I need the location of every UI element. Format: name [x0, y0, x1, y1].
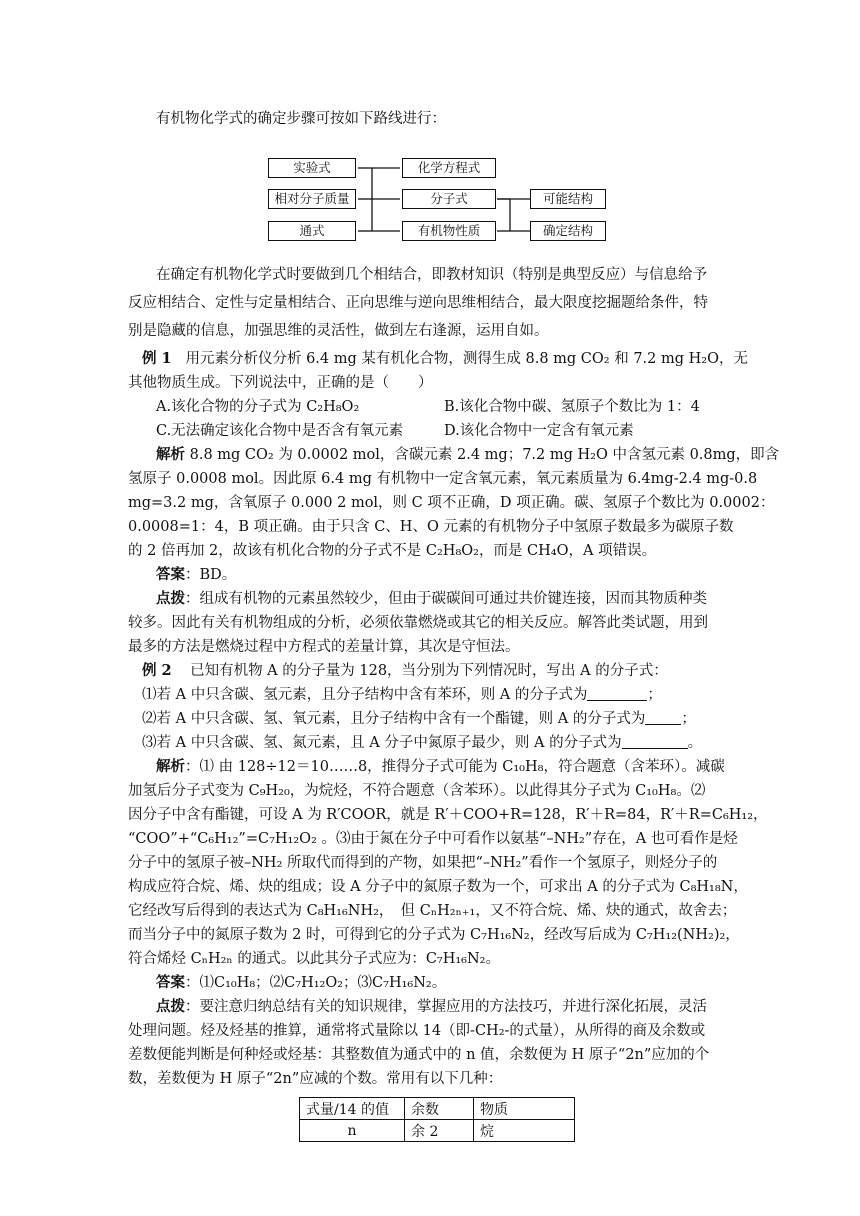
tip-label: 点拨	[156, 590, 185, 607]
example2-answer	[156, 973, 446, 993]
example1-analysis-first	[156, 445, 779, 465]
table-header-cell: 式量/14 的值	[300, 1098, 405, 1120]
flow-box-empirical: 实验式	[268, 158, 356, 178]
table-row	[300, 1120, 575, 1142]
example2-analysis-line: 构成应符合烷、烯、炔的组成；设 A 分子中的氮原子数为一个，可求出 A 的分子式为 C₈H₁₈N，	[128, 879, 748, 895]
flow-box-possible-structure: 可能结构	[530, 189, 606, 209]
formula-table	[299, 1097, 575, 1142]
example2-tip-first	[156, 997, 707, 1017]
example1-analysis-line: 0.0008=1：4，B 项正确。由于只含 C、H、O 元素的有机物分子中氢原子数最多为碳原子数	[128, 519, 734, 535]
tip-label: 点拨	[156, 998, 185, 1015]
option-c: C.无法确定该化合物中是否含有氧元素	[156, 423, 404, 439]
option-a: A.该化合物的分子式为 C₂H₈O₂	[156, 399, 360, 415]
tip-text: ：组成有机物的元素虽然较少，但由于碳碳间可通过共价键连接，因而其物质种类	[185, 591, 707, 607]
example1-analysis-line: 氢原子 0.0008 mol。因此原 6.4 mg 有机物中一定含氧元素，氧元素质量为 6.4mg-2.4 mg-0.8	[128, 471, 758, 487]
answer-label: 答案	[156, 974, 185, 991]
example2-tip-line: 数，差数便为 H 原子“2n”应减的个数。常用有以下几种：	[128, 1071, 503, 1087]
example2-analysis-line: 因分子中含有酯键，可设 A 为 R′COOR，就是 R′＋COO+R=128，R′＋R=84，R′＋R=C₆H₁₂，	[128, 807, 768, 823]
example1-tip-first	[156, 589, 707, 609]
flow-box-properties: 有机物性质	[402, 221, 496, 241]
example2-label: 例 2	[142, 662, 172, 679]
para1-line: 别是隐藏的信息，加强思维的灵活性，做到左右逢源，运用自如。	[128, 323, 549, 339]
example1-answer	[156, 565, 236, 585]
example1-question	[142, 349, 748, 369]
example2-question-text: 已知有机物 A 的分子量为 128，当分别为下列情况时，写出 A 的分子式：	[190, 663, 668, 679]
table-header-cell: 余数	[405, 1098, 474, 1120]
example1-analysis-line: 的 2 倍再加 2，故该有机化合物的分子式不是 C₂H₈O₂，而是 CH₄O，A 项错误。	[128, 543, 657, 559]
answer-blank	[645, 710, 681, 725]
flow-box-general-formula: 通式	[268, 221, 356, 241]
analysis-text: 8.8 mg CO₂ 为 0.0002 mol，含碳元素 2.4 mg；7.2 mg H₂O 中含氢元素 0.8mg，即含	[189, 447, 780, 463]
para1-line: 在确定有机物化学式时要做到几个相结合，即教材知识（特别是典型反应）与信息给予	[156, 267, 707, 283]
flow-box-molecular-formula: 分子式	[402, 189, 496, 209]
answer-text: ：BD。	[185, 567, 237, 583]
flow-diagram	[268, 156, 608, 246]
example2-q1: ⑴若 A 中只含碳、氢元素，且分子结构中含有苯环，则 A 的分子式为 ；	[142, 687, 662, 703]
answer-blank	[587, 686, 647, 701]
table-cell: 余 2	[405, 1120, 474, 1142]
example2-analysis-line: 符合烯烃 CₙH₂ₙ 的通式。以此其分子式应为：C₇H₁₆N₂。	[128, 951, 500, 967]
table-header-row	[300, 1098, 575, 1120]
option-d: D.该化合物中一定含有氧元素	[444, 423, 634, 439]
example1-tip-line: 较多。因此有关有机物组成的分析，必须依靠燃烧或其它的相关反应。解答此类试题，用到	[128, 615, 708, 631]
intro-text: 有机物化学式的确定步骤可按如下路线进行：	[156, 111, 446, 127]
example2-q2: ⑵若 A 中只含碳、氢、氧元素，且分子结构中含有一个酯键，则 A 的分子式为 ；	[142, 711, 696, 727]
flow-box-equation: 化学方程式	[402, 158, 496, 178]
para1-line: 反应相结合、定性与定量相结合、正向思维与逆向思维相结合，最大限度挖掘题给条件，特	[128, 295, 708, 311]
q2-text: ⑵若 A 中只含碳、氢、氧元素，且分子结构中含有一个酯键，则 A 的分子式为	[142, 711, 646, 727]
q1-text: ⑴若 A 中只含碳、氢元素，且分子结构中含有苯环，则 A 的分子式为	[142, 687, 588, 703]
example1-question-text: 用元素分析仪分析 6.4 mg 某有机化合物，测得生成 8.8 mg CO₂ 和 7.2 mg H₂O，无	[185, 351, 748, 367]
example2-analysis-first	[156, 757, 725, 777]
analysis-text: ：⑴ 由 128÷12＝10……8，推得分子式可能为 C₁₀H₈，符合题意（含苯环）。减碳	[185, 759, 725, 775]
example2-tip-line: 处理问题。烃及烃基的推算，通常将式量除以 14（即-CH₂-的式量），从所得的商及余数或	[128, 1023, 706, 1039]
example2-q3: ⑶若 A 中只含碳、氢、氮元素，且 A 分子中氮原子最少，则 A 的分子式为 。	[142, 735, 703, 751]
answer-blank	[622, 734, 688, 749]
example2-question	[142, 661, 668, 681]
example2-tip-line: 差数便能判断是何种烃或烃基：其整数值为通式中的 n 值，余数便为 H 原子“2n”应加的个	[128, 1047, 710, 1063]
table-cell: 烷	[474, 1120, 575, 1142]
answer-text: ：⑴C₁₀H₈；⑵C₇H₁₂O₂；⑶C₇H₁₆N₂。	[185, 975, 447, 991]
example2-analysis-line: “COO”+“C₆H₁₂”=C₇H₁₂O₂ 。⑶由于氮在分子中可看作以氨基“–NH₂”存在，A 也可看作是烃	[128, 831, 738, 847]
analysis-label: 解析	[156, 758, 185, 775]
flow-box-molecular-mass: 相对分子质量	[268, 189, 356, 209]
example1-question-cont: 其他物质生成。下列说法中，正确的是（ ）	[128, 375, 433, 391]
answer-label: 答案	[156, 566, 185, 583]
analysis-label: 解析	[156, 446, 185, 463]
example1-tip-line: 最多的方法是燃烧过程中方程式的差量计算，其次是守恒法。	[128, 639, 520, 655]
flow-box-confirmed-structure: 确定结构	[530, 221, 606, 241]
table-cell: n	[300, 1120, 405, 1142]
option-b: B.该化合物中碳、氢原子个数比为 1：4	[444, 399, 700, 415]
table-header-cell: 物质	[474, 1098, 575, 1120]
example2-analysis-line: 分子中的氢原子被–NH₂ 所取代而得到的产物，如果把“–NH₂”看作一个氢原子，则烃分子的	[128, 855, 718, 871]
q3-text: ⑶若 A 中只含碳、氢、氮元素，且 A 分子中氮原子最少，则 A 的分子式为	[142, 735, 622, 751]
example1-analysis-line: mg=3.2 mg，含氧原子 0.000 2 mol，则 C 项不正确，D 项正确。碳、氢原子个数比为 0.0002：	[128, 495, 775, 511]
tip-text: ：要注意归纳总结有关的知识规律，掌握应用的方法技巧，并进行深化拓展，灵活	[185, 999, 707, 1015]
example2-analysis-line: 它经改写后得到的表达式为 C₈H₁₆NH₂， 但 CₙH₂ₙ₊₁，又不符合烷、烯、炔的通式，故舍去；	[128, 903, 737, 919]
example2-analysis-line: 加氢后分子式变为 C₉H₂₀，为烷烃，不符合题意（含苯环）。以此得其分子式为 C₁₀H₈。⑵	[128, 783, 706, 799]
example2-analysis-line: 而当分子中的氮原子数为 2 时，可得到它的分子式为 C₇H₁₆N₂，经改写后成为 C₇H₁₂(NH₂)₂，	[128, 927, 740, 943]
example1-label: 例 1	[142, 350, 172, 367]
